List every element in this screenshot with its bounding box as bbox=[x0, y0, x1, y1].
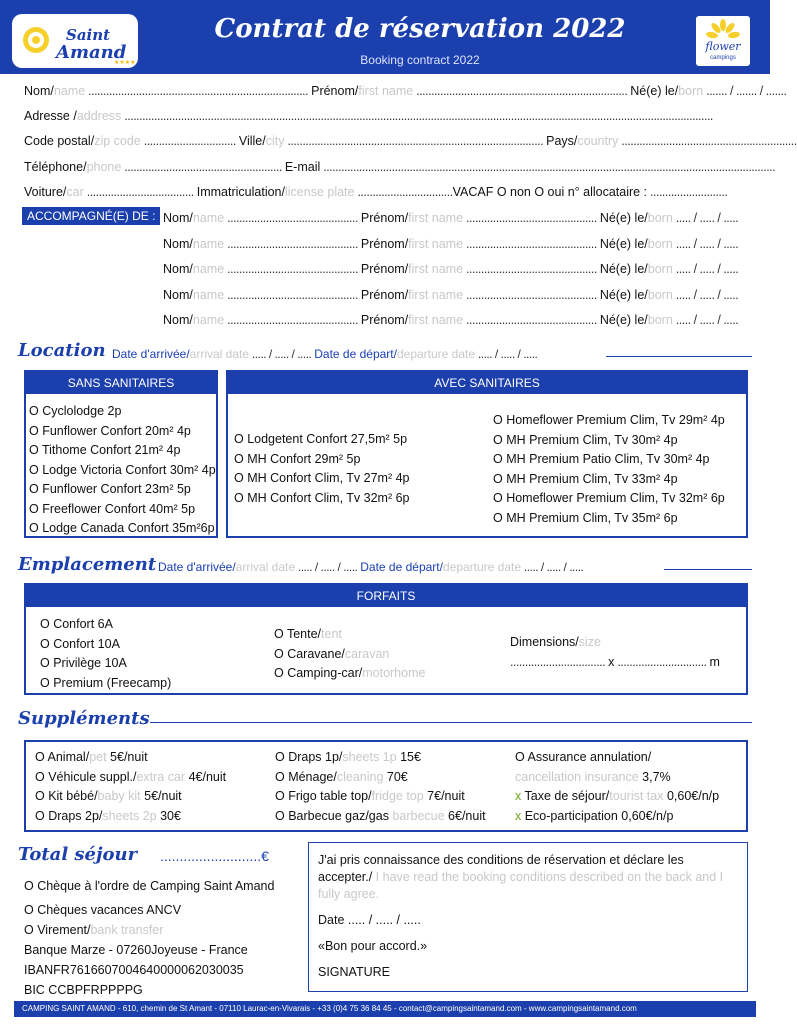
companion-row[interactable]: Nom/name ............................................ Prénom/first name ............................................ Né(e) le/born ..... / ..... / ..... bbox=[163, 287, 739, 302]
location-title: Location bbox=[18, 340, 106, 361]
postal-row[interactable]: Code postal/zip code ............................... Ville/city ...................................................................................... Pays/country ........................................................... bbox=[24, 134, 797, 148]
companion-row[interactable]: Nom/name ............................................ Prénom/first name ............................................ Né(e) le/born ..... / ..... / ..... bbox=[163, 211, 739, 225]
supplements-box bbox=[24, 740, 748, 832]
avec-option[interactable]: O MH Confort Clim, Tv 27m² 4p bbox=[234, 471, 410, 485]
header-bar bbox=[0, 0, 770, 74]
logo-text-2: Amand bbox=[56, 42, 127, 63]
companion-row[interactable]: Nom/name ............................................ Prénom/first name ............................................ Né(e) le/born ..... / ..... / ..... bbox=[163, 236, 739, 251]
supplement-option[interactable]: O Barbecue gaz/gas barbecue 6€/nuit bbox=[275, 808, 486, 823]
flower-campings-logo bbox=[696, 16, 750, 66]
accompagne-badge: ACCOMPAGNÉ(E) DE : bbox=[22, 207, 160, 225]
taxe-line: x Taxe de séjour/tourist tax 0,60€/n/p bbox=[515, 789, 720, 803]
forfait-option[interactable]: O Privilège 10A bbox=[40, 656, 127, 670]
supplement-option[interactable]: O Frigo table top/fridge top 7€/nuit bbox=[275, 789, 465, 803]
avec-right-list bbox=[493, 411, 725, 528]
saint-amand-logo bbox=[10, 12, 140, 70]
iban: IBANFR7616607004640000062030035 bbox=[24, 963, 244, 977]
dimensions-field[interactable]: Dimensions/size ................................ x .............................. m bbox=[510, 635, 720, 669]
page-title: Contrat de réservation 2022 bbox=[214, 14, 626, 44]
supplements-col2 bbox=[275, 748, 486, 826]
avec-option[interactable]: O MH Premium Clim, Tv 33m² 4p bbox=[493, 471, 678, 486]
vehicle-types-list bbox=[274, 625, 425, 684]
supplements-title: Suppléments bbox=[18, 708, 150, 729]
vehicle-type-option[interactable]: O Tente/tent bbox=[274, 627, 342, 641]
sans-option[interactable]: O Freeflower Confort 40m² 5p bbox=[29, 501, 196, 516]
vehicle-type-option[interactable]: O Caravane/caravan bbox=[274, 646, 390, 661]
assurance-option[interactable]: O Assurance annulation/ bbox=[515, 750, 652, 764]
flower-logo-sub: campings bbox=[710, 55, 736, 61]
payment-list bbox=[24, 876, 274, 1000]
forfaits-head: FORFAITS bbox=[26, 585, 746, 607]
address-row[interactable]: Adresse /address ...................................................................................................................................................................................................... bbox=[24, 109, 713, 123]
avec-option[interactable]: O MH Premium Clim, Tv 35m² 6p bbox=[493, 510, 678, 525]
location-dates[interactable]: Date d'arrivée/arrival date ..... / ..... / ..... Date de départ/departure date ..... / ..... / ..... bbox=[112, 347, 538, 361]
signature-label[interactable]: SIGNATURE bbox=[318, 965, 390, 979]
avec-option[interactable]: O Homeflower Premium Clim, Tv 29m² 4p bbox=[493, 413, 725, 427]
payment-ancv[interactable]: O Chèques vacances ANCV bbox=[24, 903, 182, 917]
forfait-option[interactable]: O Confort 10A bbox=[40, 636, 120, 651]
sans-option[interactable]: O Lodge Victoria Confort 30m² 4p bbox=[29, 462, 216, 477]
phone-row[interactable]: Téléphone/phone ..................................................... E-mail ........................................................................................................................................................ bbox=[24, 160, 776, 174]
agreement-box bbox=[308, 842, 748, 992]
location-rule bbox=[606, 356, 752, 357]
forfait-option[interactable]: O Premium (Freecamp) bbox=[40, 675, 172, 690]
total-title: Total séjour bbox=[18, 844, 138, 865]
sans-sanitaires-head: SANS SANITAIRES bbox=[26, 372, 216, 394]
avec-option[interactable]: O MH Premium Patio Clim, Tv 30m² 4p bbox=[493, 452, 710, 466]
svg-text:★★★★: ★★★★ bbox=[114, 60, 136, 66]
bic: BIC CCBPFRPPPPG bbox=[24, 983, 143, 997]
forfaits-box bbox=[24, 583, 748, 695]
logo-text-1: Saint bbox=[66, 26, 111, 44]
name-row[interactable]: Nom/name .......................................................................... Prénom/first name ....................................................................... Né(e) le/born ....... / ....... / ....... bbox=[24, 84, 787, 98]
supplement-option[interactable]: O Draps 2p/sheets 2p 30€ bbox=[35, 808, 181, 823]
agreement-text: J'ai pris connaissance des conditions de réservation et déclare les accepter./ I have read the booking conditions described on the back and I fully agree. bbox=[318, 853, 724, 901]
bon-pour-accord: «Bon pour accord.» bbox=[318, 939, 428, 953]
avec-option[interactable]: O Homeflower Premium Clim, Tv 32m² 6p bbox=[493, 491, 725, 505]
sans-option[interactable]: O Lodge Canada Confort 35m²6p bbox=[29, 521, 215, 535]
sans-option[interactable]: O Tithome Confort 21m² 4p bbox=[29, 443, 181, 457]
sans-sanitaires-list bbox=[29, 402, 216, 539]
supplements-rule bbox=[150, 722, 752, 723]
supplement-option[interactable]: O Véhicule suppl./extra car 4€/nuit bbox=[35, 769, 227, 784]
forfaits-list bbox=[40, 615, 171, 693]
vehicle-type-option[interactable]: O Camping-car/motorhome bbox=[274, 666, 426, 680]
companion-row[interactable]: Nom/name ............................................ Prénom/first name ............................................ Né(e) le/born ..... / ..... / ..... bbox=[163, 262, 739, 277]
bank-name: Banque Marze - 07260Joyeuse - France bbox=[24, 943, 248, 957]
supplement-option[interactable]: O Animal/pet 5€/nuit bbox=[35, 750, 148, 764]
forfait-option[interactable]: O Confort 6A bbox=[40, 617, 113, 631]
payment-virement[interactable]: O Virement/bank transfer bbox=[24, 923, 164, 937]
total-amount[interactable]: ..........................€ bbox=[160, 848, 269, 864]
sans-option[interactable]: O Funflower Confort 20m² 4p bbox=[29, 423, 191, 438]
avec-option[interactable]: O MH Premium Clim, Tv 30m² 4p bbox=[493, 432, 678, 447]
emplacement-title: Emplacement bbox=[18, 554, 157, 575]
avec-option[interactable]: O Lodgetent Confort 27,5m² 5p bbox=[234, 432, 408, 446]
supplement-option[interactable]: O Kit bébé/baby kit 5€/nuit bbox=[35, 789, 182, 803]
sans-option[interactable]: O Funflower Confort 23m² 5p bbox=[29, 482, 191, 496]
agreement-date[interactable]: Date ..... / ..... / ..... bbox=[318, 913, 421, 927]
emplacement-dates[interactable]: Date d'arrivée/arrival date ..... / ..... / ..... Date de départ/departure date ..... / ..... / ..... bbox=[158, 560, 584, 574]
supplements-col1 bbox=[35, 748, 226, 826]
payment-cheque[interactable]: O Chèque à l'ordre de Camping Saint Amand bbox=[24, 879, 275, 893]
page-subtitle: Booking contract 2022 bbox=[360, 53, 480, 67]
avec-left-list bbox=[234, 430, 410, 508]
sans-sanitaires-box bbox=[24, 370, 218, 538]
flower-logo-text: flower bbox=[705, 40, 741, 53]
supplement-option[interactable]: O Draps 1p/sheets 1p 15€ bbox=[275, 750, 421, 764]
avec-sanitaires-head: AVEC SANITAIRES bbox=[228, 372, 746, 394]
supplements-col3: O Assurance annulation/ cancellation insurance 3,7% x Taxe de séjour/tourist tax 0,60€/n/p x Eco-participation 0,60€/n/p bbox=[515, 748, 719, 826]
companion-row[interactable]: Nom/name ............................................ Prénom/first name ............................................ Né(e) le/born ..... / ..... / ..... bbox=[163, 313, 739, 328]
avec-sanitaires-box bbox=[226, 370, 748, 538]
car-row[interactable]: Voiture/car .................................... Immatriculation/license plate ................................VACAF O non O oui n° allocataire : .......................... bbox=[24, 185, 728, 199]
avec-option[interactable]: O MH Confort Clim, Tv 32m² 6p bbox=[234, 490, 410, 505]
footer-bar: CAMPING SAINT AMAND - 610, chemin de St Amant - 07110 Laurac-en-Vivarais - +33 (0)4 75 36 84 45 - contact@campingsaintamand.com - www.campingsaintamand.com bbox=[14, 1001, 756, 1017]
emplacement-rule bbox=[664, 569, 752, 570]
sans-option[interactable]: O Cyclolodge 2p bbox=[29, 404, 122, 418]
eco-line: x Eco-participation 0,60€/n/p bbox=[515, 808, 674, 823]
supplement-option[interactable]: O Ménage/cleaning 70€ bbox=[275, 769, 408, 784]
avec-option[interactable]: O MH Confort 29m² 5p bbox=[234, 451, 361, 466]
